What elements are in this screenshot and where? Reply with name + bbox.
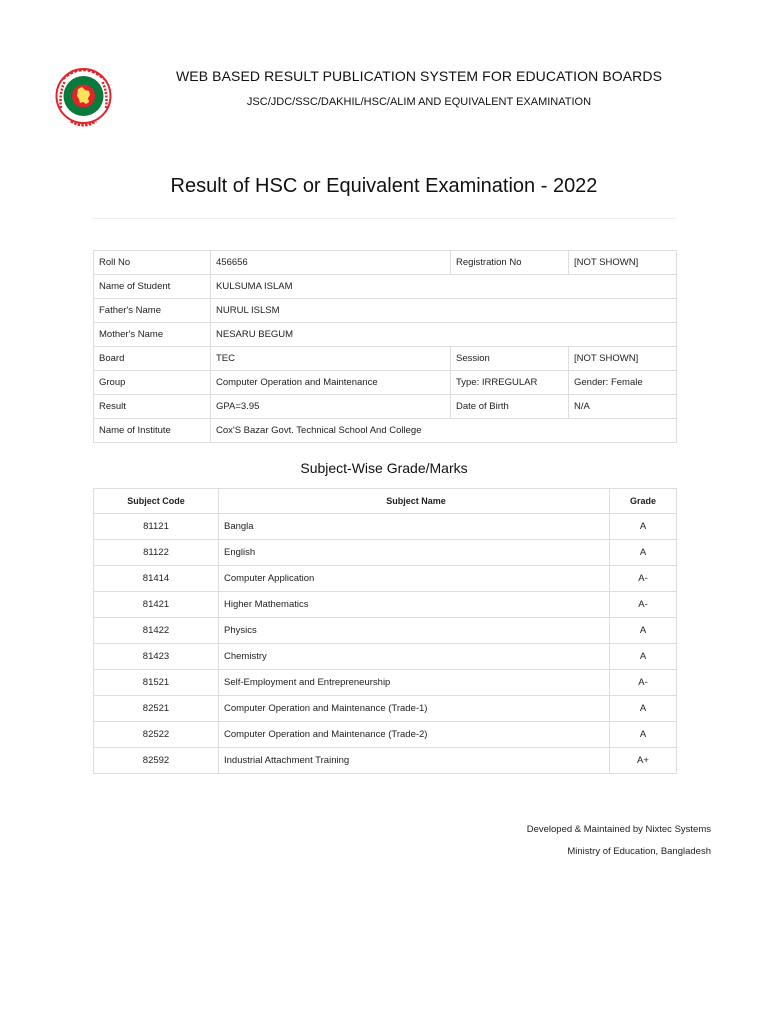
dob-value: N/A (569, 395, 677, 419)
student-name-label: Name of Student (94, 275, 211, 299)
subject-code: 81121 (94, 514, 219, 540)
subject-code: 81422 (94, 618, 219, 644)
table-row (94, 275, 677, 299)
system-title: WEB BASED RESULT PUBLICATION SYSTEM FOR EDUCATION BOARDS (175, 68, 663, 84)
result-label: Result (94, 395, 211, 419)
session-value: [NOT SHOWN] (569, 347, 677, 371)
title-divider (92, 218, 676, 219)
father-name-label: Father's Name (94, 299, 211, 323)
gender-value: Gender: Female (569, 371, 677, 395)
subject-name: Computer Application (219, 566, 610, 592)
page-title: Result of HSC or Equivalent Examination - 2022 (170, 175, 598, 197)
grades-header-row (94, 489, 677, 514)
subject-name: Self-Employment and Entrepreneurship (219, 670, 610, 696)
subject-grade: A+ (610, 748, 677, 774)
page-header (0, 0, 768, 150)
roll-value: 456656 (211, 251, 451, 275)
grades-body (94, 514, 677, 774)
subject-grade: A- (610, 566, 677, 592)
subject-grade: A (610, 618, 677, 644)
subject-code: 82521 (94, 696, 219, 722)
grades-section-title: Subject-Wise Grade/Marks (300, 460, 468, 476)
student-info-table (93, 250, 677, 443)
group-label: Group (94, 371, 211, 395)
subject-name: Bangla (219, 514, 610, 540)
subject-name: Physics (219, 618, 610, 644)
subject-grade: A (610, 722, 677, 748)
subject-grade: A (610, 514, 677, 540)
table-row (94, 618, 677, 644)
subject-code: 81122 (94, 540, 219, 566)
father-name-value: NURUL ISLSM (211, 299, 677, 323)
table-row (94, 722, 677, 748)
mother-name-value: NESARU BEGUM (211, 323, 677, 347)
subject-code-header: Subject Code (94, 489, 219, 514)
table-row (94, 395, 677, 419)
table-row (94, 748, 677, 774)
subject-code: 82592 (94, 748, 219, 774)
subject-grade: A (610, 540, 677, 566)
subject-name-header: Subject Name (219, 489, 610, 514)
table-row (94, 696, 677, 722)
subject-name: Industrial Attachment Training (219, 748, 610, 774)
registration-value: [NOT SHOWN] (569, 251, 677, 275)
subject-grade: A- (610, 670, 677, 696)
board-label: Board (94, 347, 211, 371)
subject-name: Computer Operation and Maintenance (Trade-1) (219, 696, 610, 722)
table-row (94, 566, 677, 592)
exam-types-subtitle: JSC/JDC/SSC/DAKHIL/HSC/ALIM AND EQUIVALENT EXAMINATION (246, 96, 592, 108)
subject-name: Higher Mathematics (219, 592, 610, 618)
subject-grade: A- (610, 592, 677, 618)
developer-credit: Developed & Maintained by Nixtec Systems (526, 824, 711, 835)
dob-label: Date of Birth (451, 395, 569, 419)
subject-name: English (219, 540, 610, 566)
table-row (94, 670, 677, 696)
table-row (94, 419, 677, 443)
subject-grade: A (610, 644, 677, 670)
grades-table (93, 488, 677, 774)
table-row (94, 540, 677, 566)
table-row (94, 347, 677, 371)
type-value: Type: IRREGULAR (451, 371, 569, 395)
table-row (94, 323, 677, 347)
student-name-value: KULSUMA ISLAM (211, 275, 677, 299)
roll-label: Roll No (94, 251, 211, 275)
table-row (94, 644, 677, 670)
ministry-credit: Ministry of Education, Bangladesh (567, 846, 711, 857)
table-row (94, 592, 677, 618)
group-value: Computer Operation and Maintenance (211, 371, 451, 395)
subject-name: Chemistry (219, 644, 610, 670)
grade-header: Grade (610, 489, 677, 514)
subject-code: 81521 (94, 670, 219, 696)
institute-value: Cox'S Bazar Govt. Technical School And College (211, 419, 677, 443)
mother-name-label: Mother's Name (94, 323, 211, 347)
table-row (94, 299, 677, 323)
table-row (94, 251, 677, 275)
table-row (94, 371, 677, 395)
subject-code: 82522 (94, 722, 219, 748)
subject-grade: A (610, 696, 677, 722)
registration-label: Registration No (451, 251, 569, 275)
board-value: TEC (211, 347, 451, 371)
session-label: Session (451, 347, 569, 371)
table-row (94, 514, 677, 540)
result-value: GPA=3.95 (211, 395, 451, 419)
subject-code: 81423 (94, 644, 219, 670)
subject-code: 81421 (94, 592, 219, 618)
institute-label: Name of Institute (94, 419, 211, 443)
subject-code: 81414 (94, 566, 219, 592)
subject-name: Computer Operation and Maintenance (Trade-2) (219, 722, 610, 748)
